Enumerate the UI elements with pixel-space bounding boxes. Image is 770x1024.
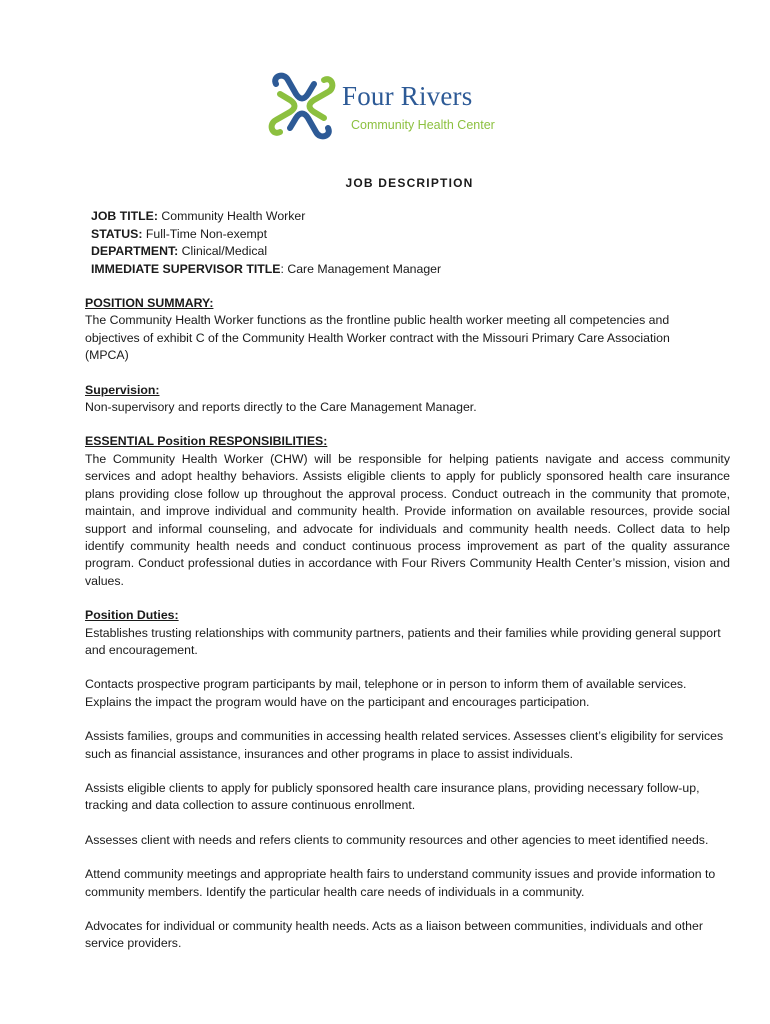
supervisor-value: : Care Management Manager [280, 261, 442, 276]
position-summary-text: The Community Health Worker functions as the frontline public health worker meeting all competencies and objectives of exhibit C of the Community Health Worker contract with the Missouri Primary Care Association (MPCA) [85, 313, 670, 363]
logo-mark-icon [266, 70, 338, 142]
duty-item: Assists eligible clients to apply for publicly sponsored health care insurance plans, providing necessary follow-up, tracking and data collection to assure continuous enrollment. [85, 780, 700, 813]
job-title-line [91, 208, 730, 225]
duty-item: Assesses client with needs and refers clients to community resources and other agencies to meet identified needs. [85, 832, 709, 847]
document-title: JOB DESCRIPTION [345, 176, 474, 190]
logo-name: Four Rivers [342, 81, 473, 111]
job-info-block [91, 208, 730, 278]
position-summary-section [85, 295, 730, 365]
four-rivers-logo [266, 70, 526, 142]
status-line [91, 226, 730, 243]
duty-item: Establishes trusting relationships with community partners, patients and their families while providing general support and encouragement. [85, 625, 721, 657]
department-line [91, 243, 730, 260]
position-duties-heading: Position Duties: [85, 608, 179, 623]
essential-responsibilities-text: The Community Health Worker (CHW) will be responsible for helping patients navigate and access community services and adopt healthy behaviors. Assists eligible clients to apply for publicly sponsored health care insurance plans providing close follow up throughout the approval process. Conduct outreach in the community that promote, maintain, and improve individual and community health. Provide information on available resources, provide social support and informal counseling, and advocate for individuals and community health needs. Collect data to help identify community health needs and conduct continuous process improvement as part of the quality assurance program. Conduct professional duties in accordance with Four Rivers Community Health Center’s mission, vision and values. [85, 451, 730, 588]
logo-subtitle: Community Health Center [351, 118, 495, 132]
status-value: Full-Time Non-exempt [142, 226, 268, 241]
duty-item: Assists families, groups and communities in accessing health related services. Assesses client’s eligibility for services such as financial assistance, insurances and other programs in place to assist individuals. [85, 729, 724, 761]
duty-item: Contacts prospective program participants by mail, telephone or in person to inform them of available services. Explains the impact the program would have on the participant and encourages participation. [85, 677, 687, 709]
department-value: Clinical/Medical [178, 244, 268, 259]
position-duties-section [85, 607, 730, 953]
supervisor-line [91, 261, 730, 278]
supervisor-label: IMMEDIATE SUPERVISOR TITLE [91, 261, 281, 276]
essential-responsibilities-heading: ESSENTIAL Position RESPONSIBILITIES: [85, 434, 328, 449]
supervision-section [85, 382, 730, 417]
supervision-heading: Supervision: [85, 382, 160, 397]
duty-item: Advocates for individual or community health needs. Acts as a liaison between communities, individuals and other service providers. [85, 919, 703, 951]
status-label: STATUS: [91, 226, 143, 241]
supervision-text: Non-supervisory and reports directly to the Care Management Manager. [85, 400, 477, 415]
essential-responsibilities-section [85, 433, 730, 590]
job-title-label: JOB TITLE: [91, 209, 158, 224]
document-body [85, 175, 730, 970]
job-title-value: Community Health Worker [157, 209, 306, 224]
position-summary-heading: POSITION SUMMARY: [85, 296, 214, 311]
department-label: DEPARTMENT: [91, 244, 179, 259]
duty-item: Attend community meetings and appropriate health fairs to understand community issues and provide information to community members. Identify the particular health care needs of individuals in a community. [85, 867, 716, 899]
